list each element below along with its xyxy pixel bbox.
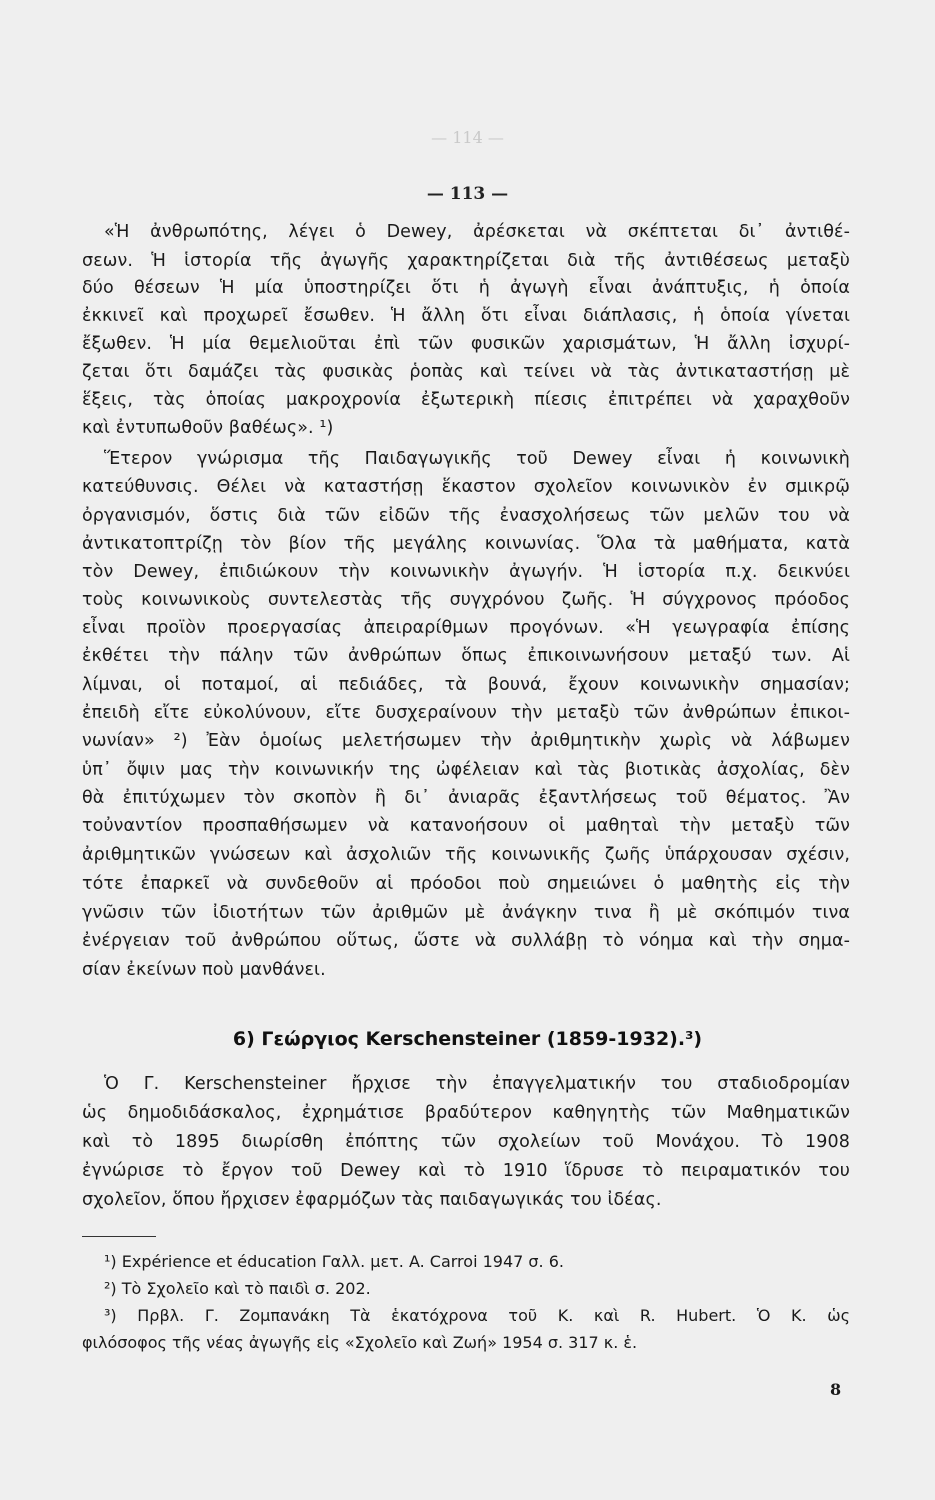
text-line: ἔξωθεν. Ἡ μία θεμελιοῦται ἐπὶ τῶν φυσικῶν χαρισμάτων, Ἡ ἄλλη ἰσχυρί- [82,334,850,354]
text-line: δύο θέσεων Ἡ μία ὑποστηρίζει ὅτι ἡ ἀγωγὴ εἶναι ἀνάπτυξις, ἡ ὁποία [82,278,850,298]
text-line: Ἕτερον γνώρισμα τῆς Παιδαγωγικῆς τοῦ Dewey εἶναι ἡ κοινωνικὴ [104,449,850,469]
text-line: ὀργανισμόν, ὅστις διὰ τῶν εἰδῶν τῆς ἐνασχολήσεως τῶν μελῶν του νὰ [82,506,850,526]
text-line: καὶ ἐντυπωθοῦν βαθέως». ¹) [82,418,334,438]
section-heading: 6) Γεώργιος Kerschensteiner (1859-1932).³) [232,1028,703,1050]
text-line: σεων. Ἡ ἱστορία τῆς ἀγωγῆς χαρακτηρίζεται διὰ τῆς ἀντιθέσεως μεταξὺ [82,251,850,271]
text-line: καὶ τὸ 1895 διωρίσθη ἐπόπτης τῶν σχολείων τοῦ Μονάχου. Τὸ 1908 [82,1132,850,1152]
text-line: κατεύθυνσις. Θέλει νὰ καταστήσῃ ἕκαστον σχολεῖον κοινωνικὸν ἐν σμικρῷ [82,477,850,497]
text-line: ἐκθέτει τὴν πάλην τῶν ἀνθρώπων ὅπως ἐπικοινωνήσουν μεταξύ των. Αἱ [82,646,850,666]
text-line: ὑπ᾽ ὄψιν μας τὴν κοινωνικήν της ὠφέλειαν καὶ τὰς βιοτικὰς ἀσχολίας, δὲν [82,760,850,780]
footnote-3: ³) Πρβλ. Γ. Ζομπανάκη Τὰ ἑκατόχρονα τοῦ Κ. καὶ R. Hubert. Ὁ Κ. ὡς [104,1306,850,1325]
text-line: τοὺς κοινωνικοὺς συντελεστὰς τῆς συγχρόνου ζωῆς. Ἡ σύγχρονος πρόοδος [82,590,850,610]
text-line: τότε ἐπαρκεῖ νὰ συνδεθοῦν αἱ πρόοδοι ποὺ σημειώνει ὁ μαθητὴς εἰς τὴν [82,874,850,894]
text-line: ἕξεις, τὰς ὁποίας μακροχρονία ἐξωτερικὴ πίεσις ἐπιτρέπει νὰ χαραχθοῦν [82,390,850,410]
text-line: ζεται ὅτι δαμάζει τὰς φυσικὰς ῥοπὰς καὶ τείνει νὰ τὰς ἀντικαταστήσῃ μὲ [82,362,850,382]
text-line: σχολεῖον, ὅπου ἤρχισεν ἐφαρμόζων τὰς παιδαγωγικάς του ἰδέας. [82,1190,662,1210]
text-line: ἐνέργειαν τοῦ ἀνθρώπου οὕτως, ὥστε νὰ συλλάβῃ τὸ νόημα καὶ τὴν σημα- [82,931,850,951]
text-line: Ὁ Γ. Kerschensteiner ἤρχισε τὴν ἐπαγγελματικήν του σταδιοδρομίαν [104,1074,850,1094]
footnote-3-continued: φιλόσοφος τῆς νέας ἀγωγῆς εἰς «Σχολεῖο καὶ Ζωή» 1954 σ. 317 κ. ἑ. [82,1333,638,1352]
page-number: — 113 — [426,184,509,204]
text-line: σίαν ἐκείνων ποὺ μανθάνει. [82,960,326,980]
text-line: θὰ ἐπιτύχωμεν τὸν σκοπὸν ἢ δι᾽ ἀνιαρᾶς ἐξαντλήσεως τοῦ θέματος. Ἂν [82,788,850,808]
bleed-through-page-number: — 114 — [431,128,504,147]
text-line: ἀντικατοπτρίζῃ τὸν βίον τῆς μεγάλης κοινωνίας. Ὅλα τὰ μαθήματα, κατὰ [82,534,850,554]
text-line: τοὐναντίον προσπαθήσωμεν νὰ κατανοήσουν οἱ μαθηταὶ τὴν μεταξὺ τῶν [82,816,850,836]
text-line: εἶναι προϊὸν προεργασίας ἀπειραρίθμων προγόνων. «Ἡ γεωγραφία ἐπίσης [82,618,850,638]
signature-mark: 8 [830,1380,842,1399]
text-line: τὸν Dewey, ἐπιδιώκουν τὴν κοινωνικὴν ἀγωγήν. Ἡ ἱστορία π.χ. δεικνύει [82,562,850,582]
text-line: ἐκκινεῖ καὶ προχωρεῖ ἔσωθεν. Ἡ ἄλλη ὅτι εἶναι διάπλασις, ἡ ὁποία γίνεται [82,306,850,326]
text-line: νωνίαν» ²) Ἐὰν ὁμοίως μελετήσωμεν τὴν ἀριθμητικὴν χωρὶς νὰ λάβωμεν [82,731,850,751]
footnote-1: ¹) Expérience et éducation Γαλλ. μετ. A. Carroi 1947 σ. 6. [104,1252,564,1271]
text-line: «Ἡ ἀνθρωπότης, λέγει ὁ Dewey, ἀρέσκεται νὰ σκέπτεται δι᾽ ἀντιθέ- [104,222,850,242]
text-line: ἐπειδὴ εἴτε εὐκολύνουν, εἴτε δυσχεραίνουν τὴν μεταξὺ τῶν ἀνθρώπων ἐπικοι- [82,703,850,723]
text-line: λίμναι, οἱ ποταμοί, αἱ πεδιάδες, τὰ βουνά, ἔχουν κοινωνικὴν σημασίαν; [82,675,850,695]
text-line: ἐγνώρισε τὸ ἔργον τοῦ Dewey καὶ τὸ 1910 ἵδρυσε τὸ πειραματικόν του [82,1161,850,1181]
footnote-2: ²) Τὸ Σχολεῖο καὶ τὸ παιδὶ σ. 202. [104,1279,371,1298]
text-line: ἀριθμητικῶν γνώσεων καὶ ἀσχολιῶν τῆς κοινωνικῆς ζωῆς ὑπάρχουσαν σχέσιν, [82,845,850,865]
footnote-divider [82,1236,156,1237]
text-line: γνῶσιν τῶν ἰδιοτήτων τῶν ἀριθμῶν μὲ ἀνάγκην τινα ἢ μὲ σκόπιμόν τινα [82,903,850,923]
text-line: ὡς δημοδιδάσκαλος, ἐχρημάτισε βραδύτερον καθηγητὴς τῶν Μαθηματικῶν [82,1103,850,1123]
